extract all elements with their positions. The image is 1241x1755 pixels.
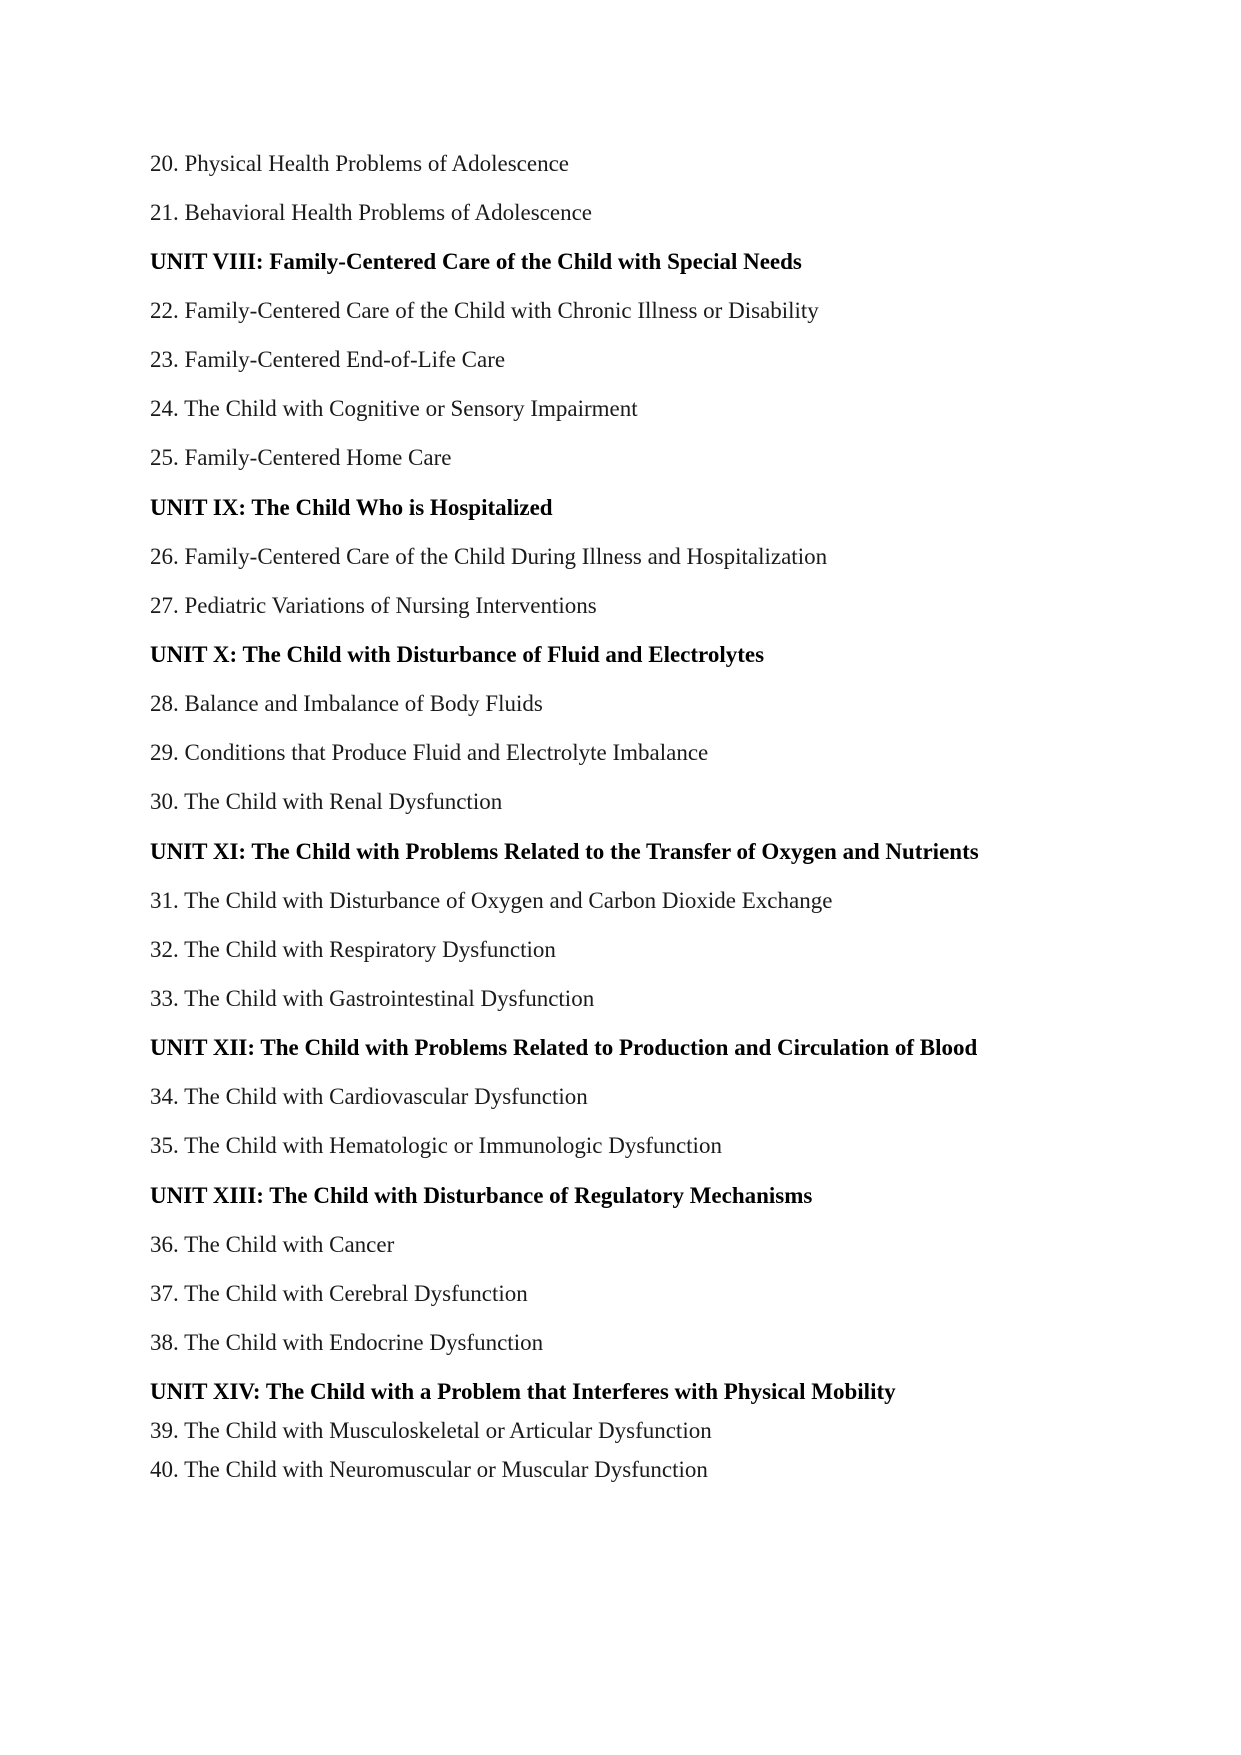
- unit-heading: UNIT XIII: The Child with Disturbance of Regulatory Mechanisms: [150, 1183, 813, 1208]
- chapter-line: 35. The Child with Hematologic or Immunologic Dysfunction: [150, 1133, 722, 1158]
- unit-heading: UNIT XI: The Child with Problems Related to the Transfer of Oxygen and Nutrients: [150, 839, 979, 864]
- chapter-line: 29. Conditions that Produce Fluid and Electrolyte Imbalance: [150, 740, 709, 765]
- unit-heading: UNIT IX: The Child Who is Hospitalized: [150, 495, 553, 520]
- chapter-line: 38. The Child with Endocrine Dysfunction: [150, 1330, 544, 1355]
- unit-heading: UNIT XIV: The Child with a Problem that Interferes with Physical Mobility: [150, 1379, 896, 1404]
- chapter-line: 40. The Child with Neuromuscular or Muscular Dysfunction: [150, 1457, 708, 1482]
- chapter-line: 39. The Child with Musculoskeletal or Articular Dysfunction: [150, 1418, 712, 1443]
- chapter-line: 21. Behavioral Health Problems of Adolescence: [150, 200, 592, 225]
- chapter-line: 37. The Child with Cerebral Dysfunction: [150, 1281, 528, 1306]
- unit-heading: UNIT VIII: Family-Centered Care of the Child with Special Needs: [150, 249, 802, 274]
- chapter-line: 25. Family-Centered Home Care: [150, 445, 452, 470]
- chapter-line: 34. The Child with Cardiovascular Dysfunction: [150, 1084, 588, 1109]
- chapter-line: 36. The Child with Cancer: [150, 1232, 395, 1257]
- chapter-line: 22. Family-Centered Care of the Child with Chronic Illness or Disability: [150, 298, 819, 323]
- chapter-line: 20. Physical Health Problems of Adolescence: [150, 151, 570, 176]
- unit-heading: UNIT X: The Child with Disturbance of Fluid and Electrolytes: [150, 642, 765, 667]
- chapter-line: 24. The Child with Cognitive or Sensory Impairment: [150, 396, 638, 421]
- unit-heading: UNIT XII: The Child with Problems Related to Production and Circulation of Blood: [150, 1035, 978, 1060]
- chapter-line: 26. Family-Centered Care of the Child During Illness and Hospitalization: [150, 544, 828, 569]
- chapter-line: 27. Pediatric Variations of Nursing Interventions: [150, 593, 597, 618]
- chapter-line: 23. Family-Centered End-of-Life Care: [150, 347, 506, 372]
- chapter-line: 28. Balance and Imbalance of Body Fluids: [150, 691, 543, 716]
- chapter-line: 32. The Child with Respiratory Dysfunction: [150, 937, 556, 962]
- chapter-line: 30. The Child with Renal Dysfunction: [150, 789, 503, 814]
- chapter-line: 33. The Child with Gastrointestinal Dysfunction: [150, 986, 595, 1011]
- chapter-line: 31. The Child with Disturbance of Oxygen and Carbon Dioxide Exchange: [150, 888, 833, 913]
